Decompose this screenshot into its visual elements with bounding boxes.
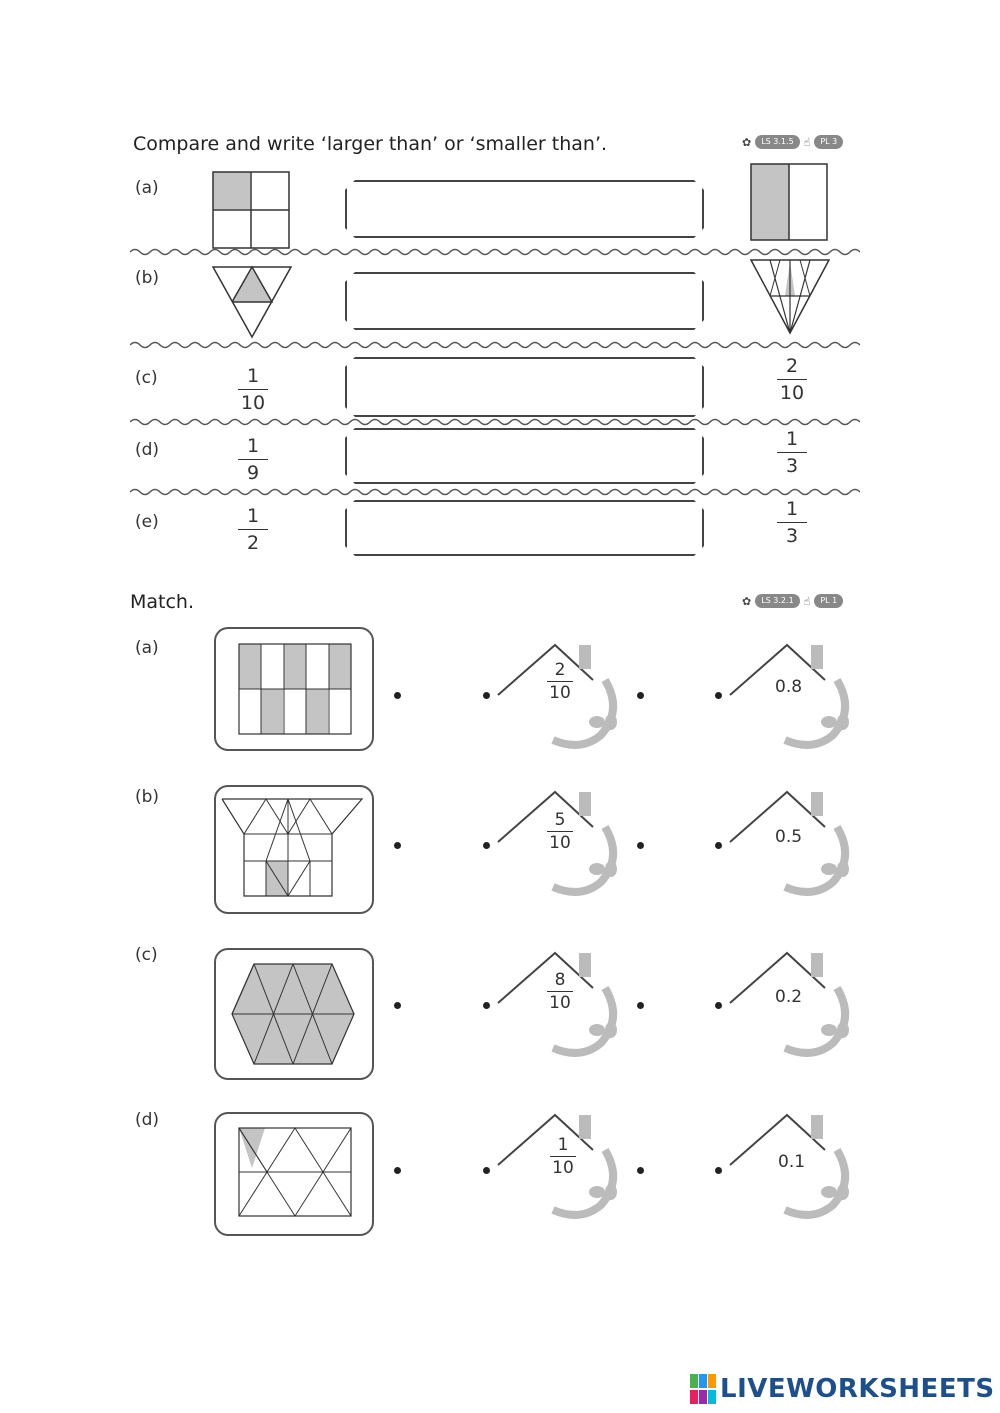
numerator: 8 — [554, 970, 566, 990]
answer-box-e[interactable] — [345, 500, 704, 556]
row-label-d: (d) — [135, 440, 160, 460]
match-dot-decimal-a[interactable] — [715, 692, 722, 699]
row-label-c: (c) — [135, 368, 158, 388]
fraction-left-c — [233, 365, 273, 414]
section1-title: Compare and write ‘larger than’ or ‘smaller than’. — [133, 133, 608, 155]
shape-frame-b — [214, 785, 374, 914]
badge-ls: LS 3.2.1 — [755, 594, 799, 608]
numerator: 1 — [246, 365, 260, 387]
numerator: 1 — [785, 428, 799, 450]
answer-input-d[interactable] — [347, 430, 702, 482]
section2-title-text: Match. — [130, 591, 195, 613]
triangle-divided — [750, 258, 830, 336]
row-label-a: (a) — [135, 178, 159, 198]
hexagon-shaded-c — [216, 950, 372, 1078]
match-dot-shape-b[interactable] — [394, 842, 401, 849]
fraction-right-c — [772, 355, 812, 404]
numerator: 2 — [554, 660, 566, 680]
badge-pl: PL 3 — [814, 135, 843, 149]
numerator: 2 — [785, 355, 799, 377]
match-dot-fraction-left-b[interactable] — [483, 842, 490, 849]
hand-icon: ☝ — [803, 594, 811, 608]
house-fraction-b — [547, 810, 573, 853]
numerator: 1 — [785, 498, 799, 520]
denominator: 3 — [785, 455, 799, 477]
match-dot-shape-d[interactable] — [394, 1167, 401, 1174]
badge-pl: PL 1 — [814, 594, 843, 608]
rectangle-half-shaded — [750, 163, 828, 241]
answer-input-a[interactable] — [347, 182, 702, 236]
wavy-divider — [130, 247, 860, 257]
house-decimal-d: 0.1 — [778, 1152, 806, 1172]
liveworksheets-logo[interactable] — [690, 1374, 995, 1404]
match-dot-fraction-left-c[interactable] — [483, 1002, 490, 1009]
answer-box-c[interactable] — [345, 357, 704, 417]
house-decimal-c: 0.2 — [775, 987, 803, 1007]
house-decimal-b: 0.5 — [775, 827, 803, 847]
numerator: 1 — [557, 1135, 569, 1155]
house-fraction-c — [547, 970, 573, 1013]
denominator: 9 — [246, 462, 260, 484]
wavy-divider — [130, 487, 860, 497]
fraction-left-e — [233, 505, 273, 554]
section1-badges — [742, 135, 843, 149]
answer-box-d[interactable] — [345, 428, 704, 484]
house-fraction-a — [547, 660, 573, 703]
answer-box-b[interactable] — [345, 272, 704, 330]
denominator: 10 — [549, 833, 571, 853]
answer-input-b[interactable] — [347, 274, 702, 328]
match-dot-fraction-left-a[interactable] — [483, 692, 490, 699]
brand-name: LIVEWORKSHEETS — [720, 1374, 995, 1404]
denominator: 10 — [240, 392, 266, 414]
match-dot-fraction-right-d[interactable] — [637, 1167, 644, 1174]
square-quarter-shaded — [212, 171, 290, 249]
row-label-e: (e) — [135, 512, 159, 532]
row-label-b: (b) — [135, 268, 160, 288]
fraction-right-d — [772, 428, 812, 477]
triangles-shaded-b — [216, 787, 372, 912]
match-dot-shape-c[interactable] — [394, 1002, 401, 1009]
denominator: 2 — [246, 532, 260, 554]
match-dot-fraction-right-a[interactable] — [637, 692, 644, 699]
denominator: 10 — [549, 683, 571, 703]
fraction-left-d — [233, 435, 273, 484]
star-icon: ✿ — [742, 135, 752, 149]
shape-frame-a — [214, 627, 374, 751]
wavy-divider — [130, 340, 860, 350]
triangle-quarter-shaded — [212, 265, 292, 340]
shape-frame-c — [214, 948, 374, 1080]
match-dot-fraction-right-b[interactable] — [637, 842, 644, 849]
fraction-right-e — [772, 498, 812, 547]
liveworksheets-logo-icon — [690, 1374, 716, 1404]
house-fraction-d — [550, 1135, 576, 1178]
answer-input-e[interactable] — [347, 502, 702, 554]
numerator: 1 — [246, 505, 260, 527]
numerator: 1 — [246, 435, 260, 457]
denominator: 10 — [779, 382, 805, 404]
hand-icon: ☝ — [803, 135, 811, 149]
match-dot-decimal-d[interactable] — [715, 1167, 722, 1174]
star-icon: ✿ — [742, 594, 752, 608]
match-dot-shape-a[interactable] — [394, 692, 401, 699]
answer-box-a[interactable] — [345, 180, 704, 238]
shape-frame-d — [214, 1112, 374, 1236]
house-decimal-a: 0.8 — [775, 677, 803, 697]
grid-shaded-a — [216, 629, 372, 749]
match-dot-fraction-right-c[interactable] — [637, 1002, 644, 1009]
denominator: 3 — [785, 525, 799, 547]
badge-ls: LS 3.1.5 — [755, 135, 799, 149]
wavy-divider — [130, 417, 860, 427]
answer-input-c[interactable] — [347, 359, 702, 415]
section2-title — [130, 591, 194, 613]
match-dot-decimal-b[interactable] — [715, 842, 722, 849]
section2-badges — [742, 594, 843, 608]
match-dot-decimal-c[interactable] — [715, 1002, 722, 1009]
denominator: 10 — [552, 1158, 574, 1178]
denominator: 10 — [549, 993, 571, 1013]
match-label-a: (a) — [135, 638, 159, 658]
match-label-d: (d) — [135, 1110, 160, 1130]
numerator: 5 — [554, 810, 566, 830]
match-dot-fraction-left-d[interactable] — [483, 1167, 490, 1174]
match-label-c: (c) — [135, 945, 158, 965]
match-label-b: (b) — [135, 787, 160, 807]
triangles-grid-d — [216, 1114, 372, 1234]
